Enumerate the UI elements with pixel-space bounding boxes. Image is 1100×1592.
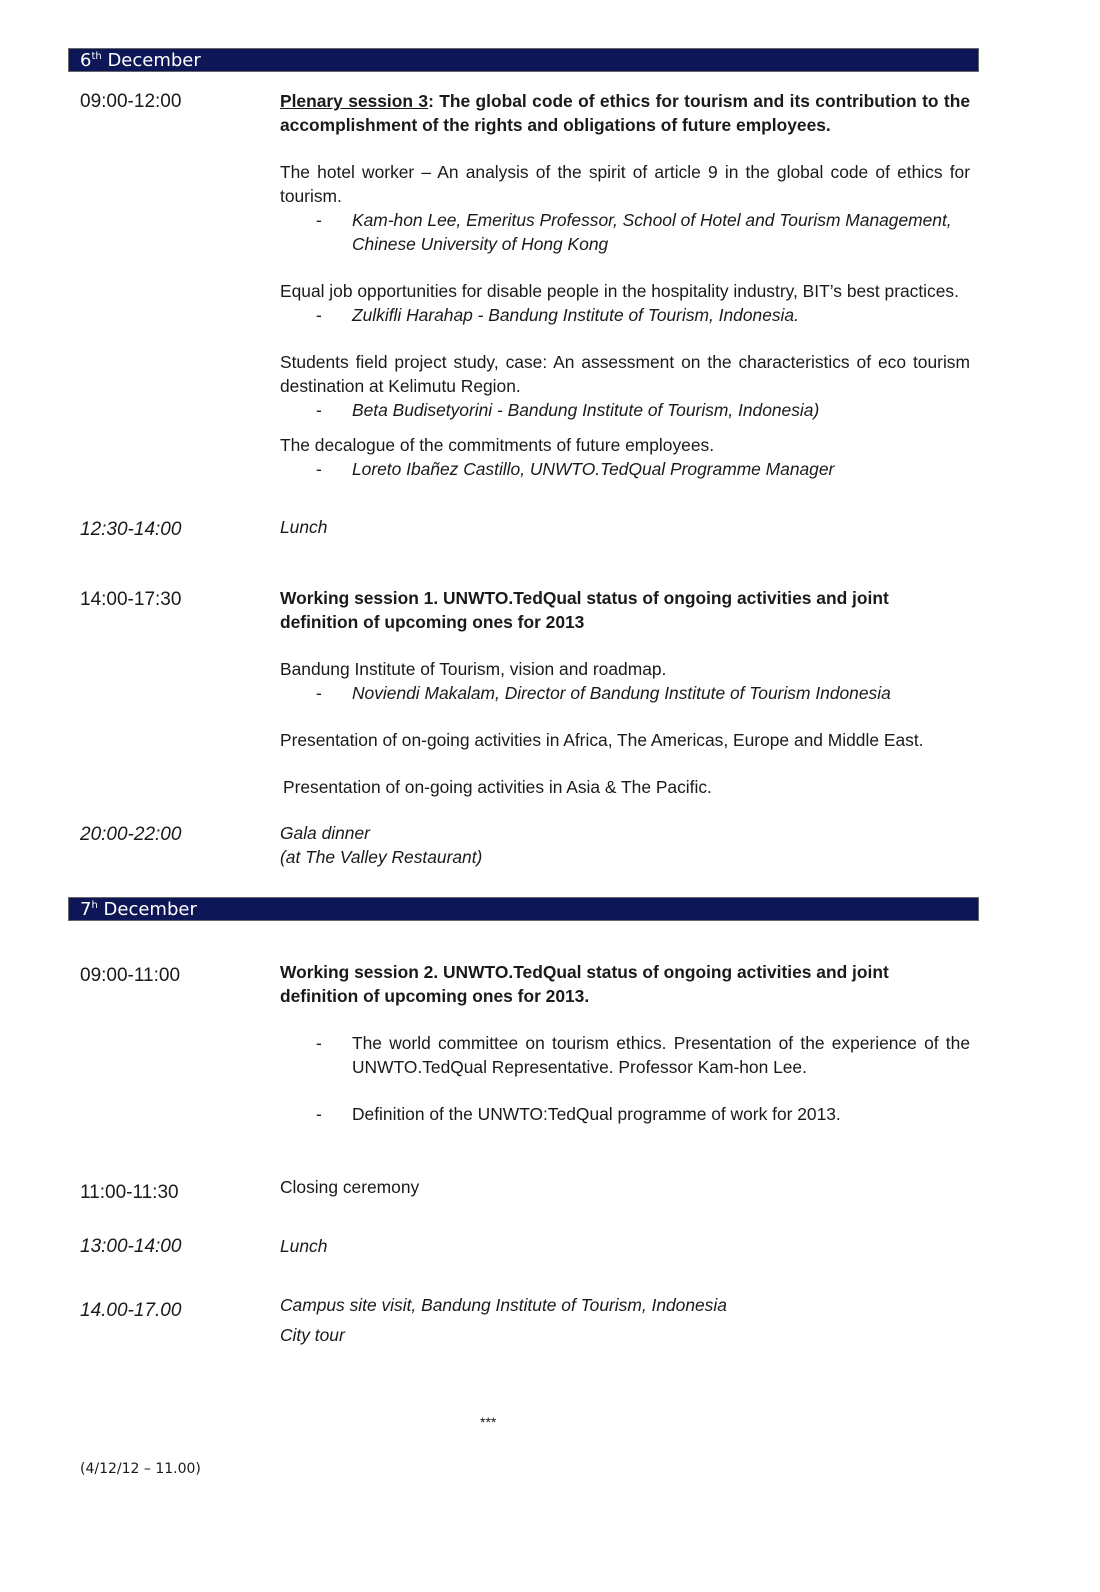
session-title: [280, 89, 970, 137]
talk-title: Bandung Institute of Tourism, vision and roadmap.: [280, 659, 667, 679]
time-slot-lunch-day2: 13:00-14:00: [80, 1236, 182, 1257]
talk-speaker: - Loreto Ibañez Castillo, UNWTO.TedQual Programme Manager: [280, 457, 970, 481]
gala-dinner: [280, 821, 970, 869]
talk-title: The decalogue of the commitments of future employees.: [280, 435, 715, 455]
section-separator: ***: [480, 1414, 497, 1430]
talk-title: Students field project study, case: An assessment on the characteristics of eco tourism destination at Kelimutu Region.: [280, 352, 970, 396]
city-tour-label: City tour: [280, 1325, 345, 1345]
day-month: December: [97, 899, 197, 920]
campus-visit: [280, 1293, 970, 1347]
document-version-date: (4/12/12 – 11.00): [80, 1461, 201, 1477]
day-header-6-december: [68, 48, 979, 72]
talk-speaker: - Beta Budisetyorini - Bandung Institute of Tourism, Indonesia): [280, 398, 970, 422]
day-month: December: [101, 50, 201, 71]
talk-title: The hotel worker – An analysis of the spirit of article 9 in the global code of ethics for tourism.: [280, 162, 970, 206]
time-slot-lunch: 12:30-14:00: [80, 519, 182, 540]
plenary-session-3: [280, 89, 970, 481]
day-number: 7: [80, 899, 92, 920]
time-slot-working-session-2: 09:00-11:00: [80, 965, 181, 986]
closing-ceremony-label: Closing ceremony: [280, 1177, 420, 1197]
time-slot-working-session-1: 14:00-17:30: [80, 589, 182, 610]
talk-speaker: - Kam-hon Lee, Emeritus Professor, School of Hotel and Tourism Management, Chinese University of Hong Kong: [280, 208, 970, 256]
agenda-bullet: - Definition of the UNWTO:TedQual programme of work for 2013.: [280, 1102, 970, 1126]
session-title-prefix: Plenary session 3: [280, 91, 429, 111]
talk-title: Presentation of on-going activities in Africa, The Americas, Europe and Middle East.: [280, 730, 924, 750]
talk-speaker: - Noviendi Makalam, Director of Bandung Institute of Tourism Indonesia: [280, 681, 970, 705]
day-suffix: h: [91, 900, 98, 911]
talk-title: Presentation of on-going activities in Asia & The Pacific.: [283, 777, 712, 797]
session-title: Working session 1. UNWTO.TedQual status of ongoing activities and joint definition of upcoming ones for 2013: [280, 588, 889, 632]
working-session-2: [280, 960, 970, 1126]
gala-dinner-venue: (at The Valley Restaurant): [280, 847, 483, 867]
lunch-label: Lunch: [280, 1236, 328, 1256]
gala-dinner-label: Gala dinner: [280, 823, 370, 843]
working-session-1: [280, 586, 970, 799]
session-title-rest: : The global code of ethics for tourism and its contribution to the accomplishment of the rights and obligations of future employees.: [280, 91, 971, 135]
day-suffix: th: [91, 51, 102, 62]
time-slot-gala-dinner: 20:00-22:00: [80, 824, 182, 845]
talk-speaker: - Zulkifli Harahap - Bandung Institute of Tourism, Indonesia.: [280, 303, 970, 327]
session-title: Working session 2. UNWTO.TedQual status of ongoing activities and joint definition of upcoming ones for 2013.: [280, 962, 889, 1006]
time-slot-closing-ceremony: 11:00-11:30: [80, 1182, 179, 1203]
time-slot-plenary-3: 09:00-12:00: [80, 91, 182, 112]
agenda-bullet: - The world committee on tourism ethics. Presentation of the experience of the UNWTO.TedQual Representative. Professor Kam-hon Lee.: [280, 1031, 970, 1079]
day-header-7-december: [68, 897, 979, 921]
talk-title: Equal job opportunities for disable people in the hospitality industry, BIT’s best practices.: [280, 281, 959, 301]
time-slot-campus-visit: 14.00-17.00: [80, 1300, 182, 1321]
campus-visit-label: Campus site visit, Bandung Institute of Tourism, Indonesia: [280, 1295, 727, 1315]
lunch-label: Lunch: [280, 517, 328, 537]
day-number: 6: [80, 50, 92, 71]
